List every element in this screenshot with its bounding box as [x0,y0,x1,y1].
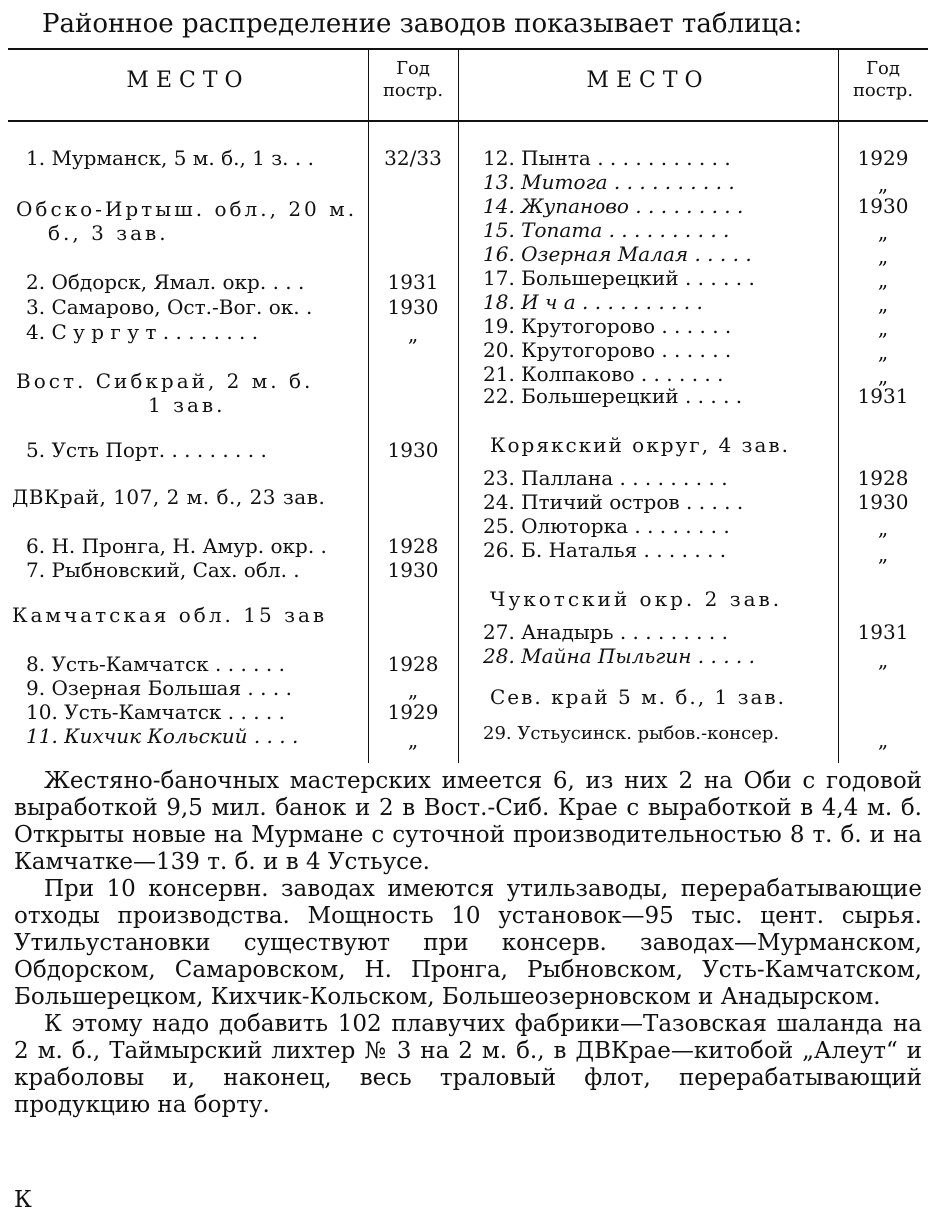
table-row-year: „ [877,364,889,388]
header-year-line1: Год [866,58,900,79]
column-rule [368,48,369,763]
table-row-year: „ [877,542,889,566]
table-row-year: 1931 [857,620,909,644]
table-row-year: 1928 [387,652,439,676]
region-heading: ДВКрай, 107, 2 м. б., 23 зав. [12,485,326,509]
table-row-year: „ [877,648,889,672]
table-row-label: 16. Озерная Малая . . . . . [483,242,752,266]
table-row-year: 1928 [857,466,909,490]
factories-table [8,48,928,763]
table-row-label: 22. Большерецкий . . . . . [483,384,743,408]
table-row-label: 13. Митога . . . . . . . . . . [483,170,735,194]
table-row-year: 1930 [857,490,909,514]
header-year-line2: постр. [852,80,914,101]
table-row-year: „ [877,220,889,244]
table-row-year: 1931 [857,384,909,408]
paragraph: При 10 консервн. заводах имеются утильзаводы, перерабатывающие отходы производства. Мощность 10 установок—95 тыс. цент. сырья. Утильустановки существуют при консерв. заводах—Мурманском, Обдорском, Самаровском, Н. Пронга, Рыбновском, Усть-Камчатском, Большерецком, Кихчик-Кольском, Большеозерновском и Анадырском. [14,876,922,1010]
table-row-label: 28. Майна Пыльгин . . . . . [483,644,755,668]
table-row-label: 3. Самарово, Ост.-Вог. ок. . [26,295,313,319]
table-row-label: 6. Н. Пронга, Н. Амур. окр. . [26,534,327,558]
table-caption: Районное распределение заводов показывает таблица: [42,9,803,39]
table-row-year: „ [877,244,889,268]
cut-off-next-line: К [14,1187,32,1213]
table-row-label: 10. Усть-Камчатск . . . . . [26,700,285,724]
table-top-rule [8,48,928,50]
column-rule [458,48,459,763]
header-place-left: МЕСТО [126,68,250,93]
table-row-year: 1930 [857,194,909,218]
region-heading: Камчатская обл. 15 зав [12,603,328,627]
table-row-year: 1930 [387,558,439,582]
paragraph: Жестяно-баночных мастерских имеется 6, из них 2 на Оби с годовой выработкой 9,5 мил. банок и 2 в Вост.-Сиб. Крае с выработкой в 4,4 м. б. Открыты новые на Мурмане с суточной производительностью 8 т. б. и на Камчатке—139 т. б. и в 4 Устьусе. [14,768,922,875]
body-text [14,768,922,1119]
table-row-year: 1929 [857,146,909,170]
table-row-year: „ [407,322,419,346]
table-row-label: 26. Б. Наталья . . . . . . . [483,538,727,562]
header-year-line1: Год [396,58,430,79]
table-row-year: „ [877,172,889,196]
table-row-label: 4. С у р г у т . . . . . . . . [26,320,259,344]
table-row-year: 1929 [387,700,439,724]
table-header-rule [8,120,928,122]
table-row-label: 29. Устьусинск. рыбов.-консер. [483,723,780,744]
table-row-year: 1928 [387,534,439,558]
region-heading: б., 3 зав. [48,221,169,245]
table-row-label: 12. Пынта . . . . . . . . . . . [483,146,731,170]
table-row-year: „ [877,268,889,292]
table-row-year: „ [877,516,889,540]
region-heading: Сев. край 5 м. б., 1 зав. [490,685,787,709]
region-heading: Чукотский окр. 2 зав. [490,587,783,611]
table-row-label: 15. Топата . . . . . . . . . . [483,218,730,242]
table-row-year: „ [407,678,419,702]
table-row-label: 23. Паллана . . . . . . . . . [483,466,728,490]
table-row-label: 24. Птичий остров . . . . . [483,490,744,514]
table-row-label: 1. Мурманск, 5 м. б., 1 з. . . [26,146,314,170]
table-row-label: 8. Усть-Камчатск . . . . . . [26,652,285,676]
region-heading: 1 зав. [148,393,226,417]
table-row-year: 1930 [387,295,439,319]
table-row-year: „ [407,728,419,752]
table-row-label: 11. Кихчик Кольский . . . . [26,724,299,748]
table-row-year: 32/33 [384,146,442,170]
region-heading: Корякский округ, 4 зав. [490,433,790,457]
header-place-right: МЕСТО [586,68,710,93]
region-heading: Вост. Сибкрай, 2 м. б. [16,369,314,393]
table-row-label: 9. Озерная Большая . . . . [26,676,292,700]
paragraph: К этому надо добавить 102 плавучих фабрики—Тазовская шаланда на 2 м. б., Таймырский лихтер № 3 на 2 м. б., в ДВКрае—китобой „Алеут“ и краболовы и, наконец, весь траловый флот, перерабатывающий продукцию на борту. [14,1011,922,1118]
table-row-year: „ [877,728,889,752]
table-row-year: „ [877,340,889,364]
table-row-label: 21. Колпаково . . . . . . . [483,362,724,386]
table-row-year: „ [877,292,889,316]
table-row-label: 14. Жупаново . . . . . . . . . [483,194,744,218]
table-row-label: 27. Анадырь . . . . . . . . . [483,620,728,644]
header-year-line2: постр. [382,80,444,101]
table-row-label: 20. Крутогорово . . . . . . [483,338,732,362]
column-rule [838,48,839,763]
table-row-year: 1930 [387,438,439,462]
region-heading: Обско-Иртыш. обл., 20 м. [16,197,358,221]
table-row-label: 5. Усть Порт. . . . . . . . . [26,438,267,462]
header-year-right [838,58,928,102]
table-row-year: 1931 [387,270,439,294]
table-row-label: 19. Крутогорово . . . . . . [483,314,732,338]
header-year-left [368,58,458,102]
table-row-label: 25. Олюторка . . . . . . . . [483,514,730,538]
table-row-label: 7. Рыбновский, Сах. обл. . [26,558,300,582]
table-row-year: „ [877,316,889,340]
table-row-label: 18. И ч а . . . . . . . . . . [483,290,703,314]
table-row-label: 2. Обдорск, Ямал. окр. . . . [26,270,305,294]
table-row-label: 17. Большерецкий . . . . . . [483,266,755,290]
